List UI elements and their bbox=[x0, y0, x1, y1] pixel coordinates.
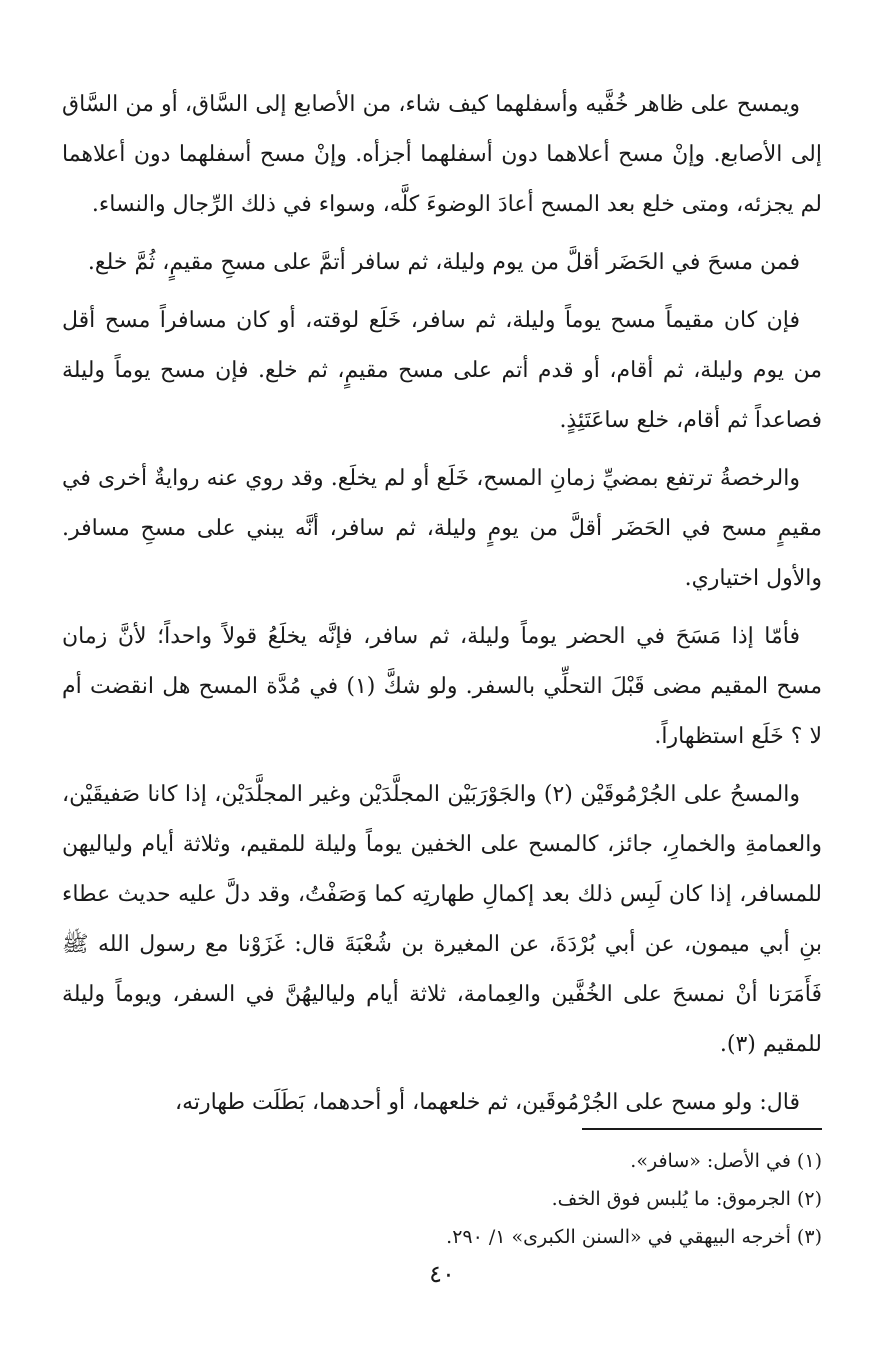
paragraph-3: فإن كان مقيماً مسح يوماً وليلة، ثم سافر، خَلَع لوقته، أو كان مسافراً مسح أقل من يوم وليلة، ثم أقام، أو قدم أتم على مسح مقيمٍ، ثم خلع. فإن مسح يوماً وليلة فصاعداً ثم أقام، خلع ساعَتَئِذٍ. bbox=[62, 308, 822, 433]
footnote-divider bbox=[582, 1128, 822, 1130]
paragraph-6: والمسحُ على الجُرْمُوقَيْن (٢) والجَوْرَبَيْن المجلَّدَيْن وغير المجلَّدَيْن، إذا كانا صَفيقَيْن، والعمامةِ والخمارِ، جائز، كالمسح على الخفين يوماً وليلة للمقيم، وثلاثة أيام ولياليهن للمسافر، إذا كان لَبِس ذلك بعد إكمالِ طهارتِه كما وَصَفْتُ، وقد دلَّ عليه حديث عطاء بنِ أبي ميمون، عن أبي بُرْدَةَ، عن المغيرة بن شُعْبَةَ قال: غَزَوْنا مع رسول الله ﷺ فَأَمَرَنا أنْ نمسحَ على الخُفَّين والعِمامة، ثلاثة أيام ولياليهُنَّ في السفر، ويوماً وليلة للمقيم (٣). bbox=[62, 782, 822, 1057]
page-body bbox=[62, 80, 822, 1340]
paragraph-2: فمن مسحَ في الحَضَر أقلَّ من يوم وليلة، ثم سافر أتمَّ على مسحِ مقيمٍ، ثُمَّ خلع. bbox=[87, 250, 800, 275]
paragraph-7: قال: ولو مسح على الجُرْمُوقَين، ثم خلعهما، أو أحدهما، بَطَلَت طهارته، bbox=[174, 1090, 800, 1115]
footnote-2: (٢) الجرموق: ما يُلبس فوق الخف. bbox=[551, 1188, 822, 1210]
page-number: ٤٠ bbox=[429, 1260, 455, 1288]
paragraph-4: والرخصةُ ترتفع بمضيِّ زمانِ المسح، خَلَع أو لم يخلَع. وقد روي عنه روايةٌ أخرى في مقيمٍ مسح في الحَضَر أقلَّ من يومٍ وليلة، ثم سافر، أنَّه يبني على مسحِ مسافر. والأول اختياري. bbox=[62, 466, 822, 591]
footnote-1: (١) في الأصل: «سافر». bbox=[630, 1150, 822, 1172]
paragraph-5: فأمّا إذا مَسَحَ في الحضر يوماً وليلة، ثم سافر، فإنَّه يخلَعُ قولاً واحداً؛ لأنَّ زمان مسح المقيم مضى قَبْلَ التحلِّي بالسفر. ولو شكَّ (١) في مُدَّة المسح هل انقضت أم لا ؟ خَلَع استظهاراً. bbox=[62, 624, 822, 749]
footnote-3: (٣) أخرجه البيهقي في «السنن الكبرى» ١/ ٢٩٠. bbox=[446, 1226, 822, 1248]
footnotes bbox=[62, 1142, 822, 1256]
paragraph-1: ويمسح على ظاهر خُفَّيه وأسفلهما كيف شاء، من الأصابع إلى السَّاق، أو من السَّاق إلى الأصابع. وإنْ مسح أعلاهما دون أسفلهما أجزأه. وإنْ مسح أسفلهما دون أعلاهما لم يجزئه، ومتى خلع بعد المسح أعادَ الوضوءَ كلَّه، وسواء في ذلك الرِّجال والنساء. bbox=[62, 92, 822, 217]
